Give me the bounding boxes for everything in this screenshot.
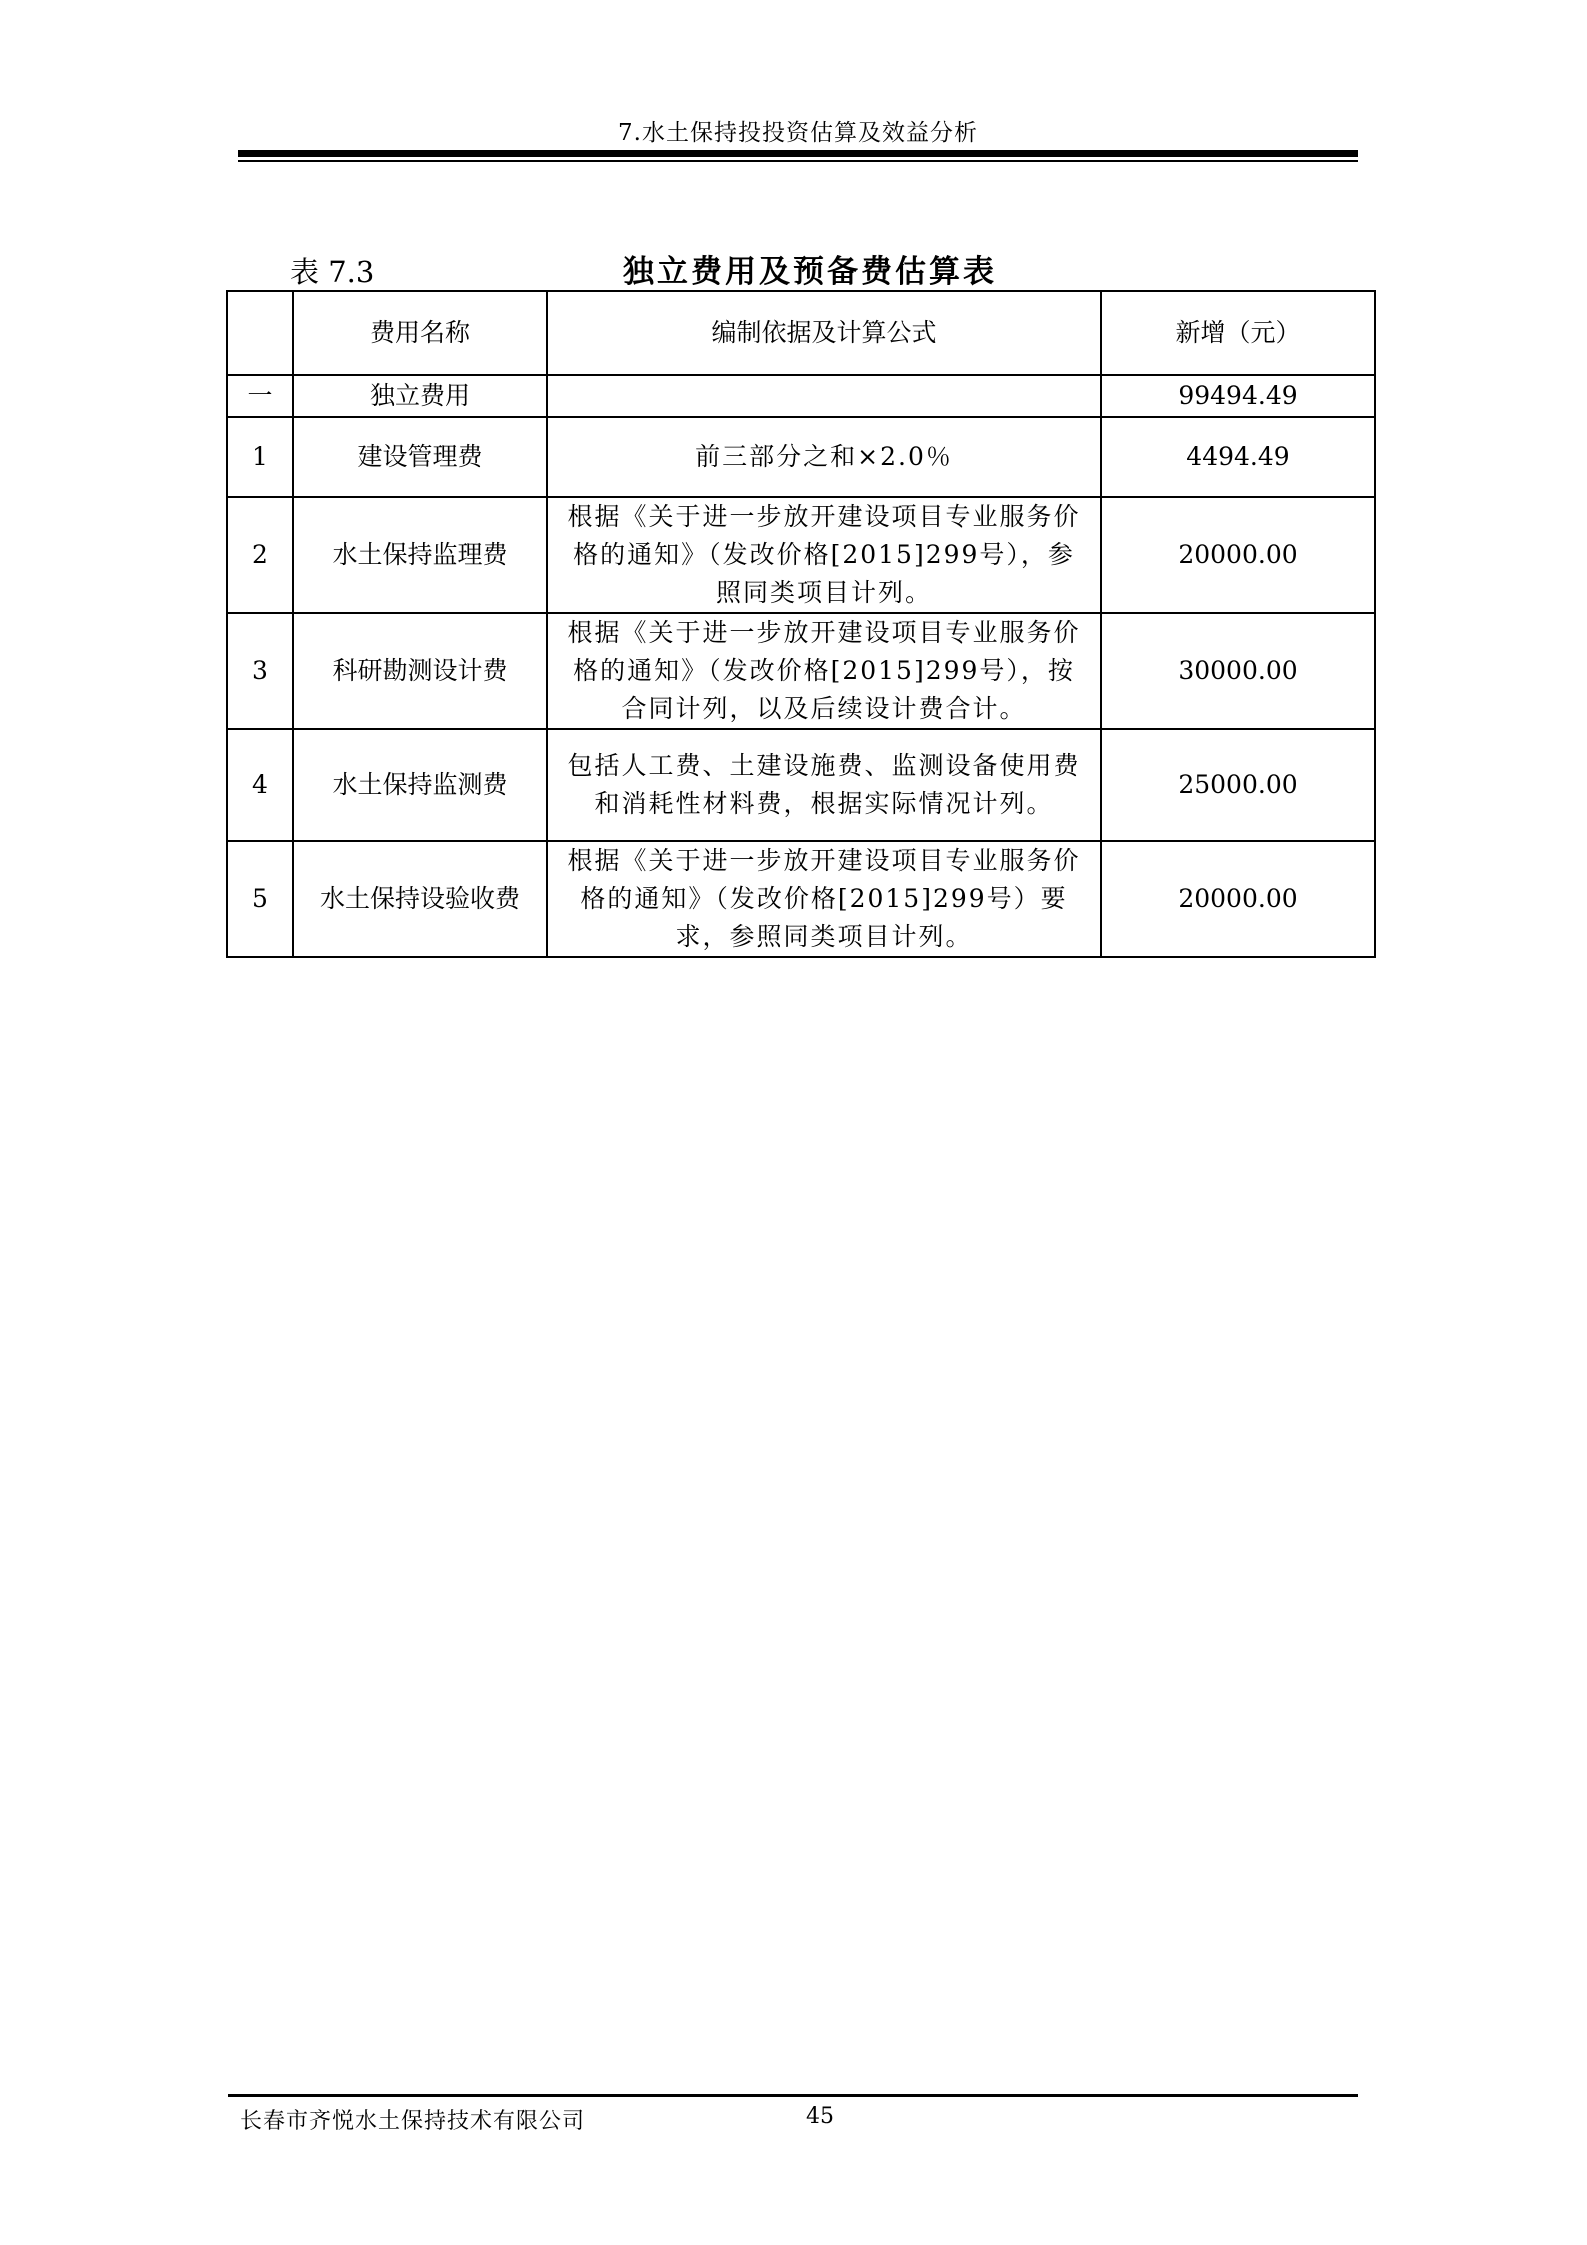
row-no: 5 <box>227 841 293 957</box>
row-no: 1 <box>227 417 293 497</box>
row-amount: 20000.00 <box>1101 841 1375 957</box>
table-row <box>227 375 1375 417</box>
row-name: 水土保持监测费 <box>293 729 547 841</box>
row-name: 科研勘测设计费 <box>293 613 547 729</box>
row-name: 独立费用 <box>293 375 547 417</box>
row-amount: 4494.49 <box>1101 417 1375 497</box>
table-header-row <box>227 291 1375 375</box>
row-amount: 30000.00 <box>1101 613 1375 729</box>
column-header-basis: 编制依据及计算公式 <box>547 291 1101 375</box>
table-row <box>227 613 1375 729</box>
row-amount: 99494.49 <box>1101 375 1375 417</box>
footer-rule <box>228 2094 1358 2097</box>
table-caption-number: 表 7.3 <box>290 255 375 289</box>
table-row <box>227 497 1375 613</box>
row-name: 水土保持监理费 <box>293 497 547 613</box>
row-basis: 根据《关于进一步放开建设项目专业服务价格的通知》（发改价格[2015]299号）要求，参照同类项目计列。 <box>547 841 1101 957</box>
column-header-name: 费用名称 <box>293 291 547 375</box>
row-amount: 20000.00 <box>1101 497 1375 613</box>
row-basis: 前三部分之和×2.0％ <box>547 417 1101 497</box>
row-no: 一 <box>227 375 293 417</box>
column-header-amount: 新增（元） <box>1101 291 1375 375</box>
row-basis: 根据《关于进一步放开建设项目专业服务价格的通知》（发改价格[2015]299号），按合同计列，以及后续设计费合计。 <box>547 613 1101 729</box>
row-name: 水土保持设验收费 <box>293 841 547 957</box>
column-header-no <box>227 291 293 375</box>
row-no: 2 <box>227 497 293 613</box>
row-name: 建设管理费 <box>293 417 547 497</box>
row-no: 3 <box>227 613 293 729</box>
table-row <box>227 841 1375 957</box>
row-basis: 根据《关于进一步放开建设项目专业服务价格的通知》（发改价格[2015]299号），参照同类项目计列。 <box>547 497 1101 613</box>
row-amount: 25000.00 <box>1101 729 1375 841</box>
table-caption-title: 独立费用及预备费估算表 <box>623 254 997 290</box>
header-rule-thin <box>238 160 1358 162</box>
table-row <box>227 417 1375 497</box>
row-basis: 包括人工费、土建设施费、监测设备使用费和消耗性材料费，根据实际情况计列。 <box>547 729 1101 841</box>
row-no: 4 <box>227 729 293 841</box>
running-header-title: 7.水土保持投投资估算及效益分析 <box>618 120 978 146</box>
footer-company: 长春市齐悦水土保持技术有限公司 <box>240 2109 586 2134</box>
row-basis <box>547 375 1101 417</box>
header-rule-thick <box>238 150 1358 157</box>
page-number: 45 <box>806 2104 834 2129</box>
cost-estimate-table <box>226 290 1376 958</box>
table-row <box>227 729 1375 841</box>
